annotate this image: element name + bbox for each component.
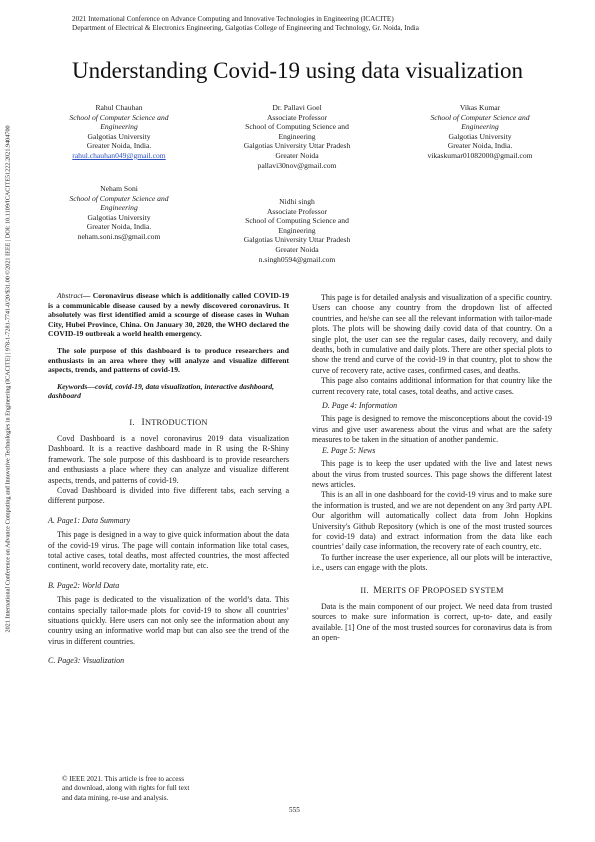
author-block-2 — [222, 103, 372, 170]
abstract-text-2: The sole purpose of this dashboard is to produce researchers and enthusiasts in an area where they will analyze and visualize different aspects, trends, and patterns of covid-19. — [48, 345, 289, 375]
heading-rest: NTRODUCTION — [144, 417, 208, 427]
copyright-line: © IEEE 2021. This article is free to access — [62, 775, 185, 783]
section-number: II. — [360, 585, 369, 595]
heading-cap: P — [421, 584, 428, 596]
section-heading-introduction — [48, 417, 289, 428]
paragraph: This page is to keep the user updated with the live and latest news about the virus from trusted sources. This page shows the different latest news articles. — [312, 459, 552, 489]
abstract-text: — Coronavirus disease which is additionally called COVID-19 is a communicable disease caused by a newly discovered coronavirus. It absolutely was first identified amid a scourge of disease cases in Wuhan City, Hubei Province, China. On January 30, 2020, the WHO declared the COVID-19 outbreak a world health emergency. — [48, 291, 289, 339]
copyright-notice — [62, 775, 262, 803]
author-block-1 — [44, 103, 194, 161]
left-column — [48, 291, 289, 667]
author-name: Dr. Pallavi Goel — [272, 103, 322, 112]
paragraph: This page is designed in a way to give quick information about the data of the covid-19 virus. The page will contain information like total cases, total active cases, total deaths, most affected countries, the most affected continent, world recovery date, mortality rate, etc. — [48, 530, 289, 571]
author-affiliation: Engineering — [278, 131, 316, 141]
conference-header — [72, 15, 419, 34]
author-affiliation: School of Computer Science and — [69, 112, 169, 122]
paper-title: Understanding Covid-19 using data visualization — [72, 58, 523, 83]
author-name: Nidhi singh — [279, 197, 315, 206]
author-affiliation: Galgotias University — [448, 131, 512, 141]
author-block-4 — [44, 184, 194, 242]
author-affiliation: Galgotias University Uttar Pradesh — [243, 141, 351, 151]
section-number: I. — [129, 417, 135, 427]
subsection-heading-a: A. Page1: Data Summary — [48, 515, 131, 525]
paragraph: To further increase the user experience, all our plots will be interactive, i.e., users can engage with the plots. — [312, 552, 552, 573]
right-column — [312, 293, 552, 644]
author-affiliation: Engineering — [100, 203, 138, 213]
heading-rest: ROPOSED SYSTEM — [427, 585, 504, 595]
department-line: Department of Electrical & Electronics Engineering, Galgotias College of Engineering and Technology, Gr. Noida, India — [72, 24, 419, 33]
subsection-heading-c: C. Page3: Visualization — [48, 656, 125, 666]
author-block-3 — [405, 103, 555, 161]
author-affiliation: School of Computing Science and — [245, 216, 349, 226]
author-affiliation: Engineering — [278, 225, 316, 235]
author-email: n.singh0594@gmail.com — [258, 254, 336, 264]
author-affiliation: Greater Noida, India. — [86, 222, 152, 232]
author-email: vikaskumar01082000@gmail.com — [427, 150, 533, 160]
heading-rest: ERITS OF — [381, 585, 420, 595]
paragraph: This is an all in one dashboard for the covid-19 virus and to make sure the information is trusted, and we are not dependent on any 3rd party API. Our algorithm will automatically collect data from John Hopkins University's Github Repository (which is one of the most trusted sources for covid-19 data) and extract information from the data like each countries’ daily case information, the recovery rate of each country, etc. — [312, 490, 552, 552]
abstract-label: Abstract — [57, 291, 83, 300]
author-affiliation: Greater Noida, India. — [86, 141, 152, 151]
paragraph: This page is dedicated to the visualization of the world’s data. This contains specially tailor-made plots for covid-19 to show all countries’ situations quickly. Here users can not only see the information about any country using an informative world map but can also see the trend of the virus in different countries. — [48, 595, 289, 646]
heading-cap: I — [141, 416, 145, 428]
author-affiliation: Galgotias University Uttar Pradesh — [243, 235, 351, 245]
author-affiliation: Engineering — [461, 122, 499, 132]
author-affiliation: Engineering — [100, 122, 138, 132]
paragraph: This page is for detailed analysis and visualization of a specific country. Users can choose any country from the dropdown list of affected countries, and he/she can see all the relevant information with tailor-made plots. The plots will be showing daily covid data of that country. On a single plot, the user can see the regular cases, daily recovery, and daily deaths, both in cumulative and daily plots. There are other special plots to show the trend and curve of the covid-19 in that country, plot to show the curve of recovery rate, active cases, confirmed cases, and deaths. — [312, 293, 552, 375]
paragraph: Data is the main component of our project. We need data from trusted sources to make sure information is correct, up-to- date, and easily available. [1] One of the most trusted sources for coronavirus data is from an open- — [312, 601, 552, 643]
author-affiliation: School of Computer Science and — [69, 193, 169, 203]
conference-name: 2021 International Conference on Advance Computing and Innovative Technologies in Engineering (ICACITE) — [72, 15, 394, 23]
author-email: neham.soni.ns@gmail.com — [77, 231, 161, 241]
author-affiliation: School of Computing Science and — [245, 122, 349, 132]
author-role: Associate Professor — [266, 206, 328, 216]
subsection-heading-d: D. Page 4: Information — [322, 401, 398, 411]
copyright-line: and data mining, re-use and analysis. — [62, 793, 169, 802]
section-heading-merits — [312, 586, 552, 596]
page-number: 555 — [289, 806, 300, 814]
author-role: Associate Professor — [266, 112, 328, 122]
heading-cap: M — [373, 584, 382, 596]
author-block-5 — [222, 197, 372, 264]
author-email: pallavi30nov@gmail.com — [257, 160, 337, 170]
author-affiliation: Galgotias University — [87, 212, 151, 222]
side-identifier: 2021 International Conference on Advance Computing and Innovative Technologies in Engineering (ICACITE) | 978-1-7281-7741-0/20/$31.00 ©2021 IEEE | DOI: 10.1109/ICACITE51222.2021.9404700 — [4, 125, 12, 633]
keywords: Keywords—covid, covid-19, data visualization, interactive dashboard, dashboard — [48, 381, 275, 401]
author-affiliation: Galgotias University — [87, 131, 151, 141]
subsection-heading-b: B. Page2: World Data — [48, 580, 120, 590]
author-name: Neham Soni — [100, 184, 138, 193]
author-affiliation: Greater Noida, India. — [447, 141, 513, 151]
author-affiliation: School of Computer Science and — [430, 112, 530, 122]
author-name: Rahul Chauhan — [95, 103, 143, 112]
author-name: Vikas Kumar — [459, 103, 501, 112]
paragraph: Covd Dashboard is a novel coronavirus 2019 data visualization Dashboard. It is a reactive dashboard made in R using the R-Shiny framework. The sole purpose of this dashboard is to provide researchers and enthusiasts a place where they can analyze and visualize different aspects, trends, and patterns of covid-19. — [48, 433, 289, 485]
copyright-line: and download, along with rights for full text — [62, 784, 190, 793]
intro-text — [48, 434, 289, 667]
paragraph: This page also contains additional information for that country like the current recovery rate, total cases, total deaths, and active cases. — [312, 376, 552, 396]
author-email-link[interactable]: rahul.chauhan049@gmail.com — [72, 150, 166, 160]
paragraph: This page is designed to remove the misconceptions about the covid-19 virus and give user awareness about the virus and what are the safety measures to be taken in the situation of another pandemic. — [312, 414, 552, 445]
abstract — [48, 291, 289, 375]
author-affiliation: Greater Noida — [275, 244, 319, 254]
paragraph: Covad Dashboard is divided into five different tabs, each serving a different purpose. — [48, 485, 289, 506]
subsection-heading-e: E. Page 5: News — [322, 445, 376, 455]
author-affiliation: Greater Noida — [275, 150, 319, 160]
